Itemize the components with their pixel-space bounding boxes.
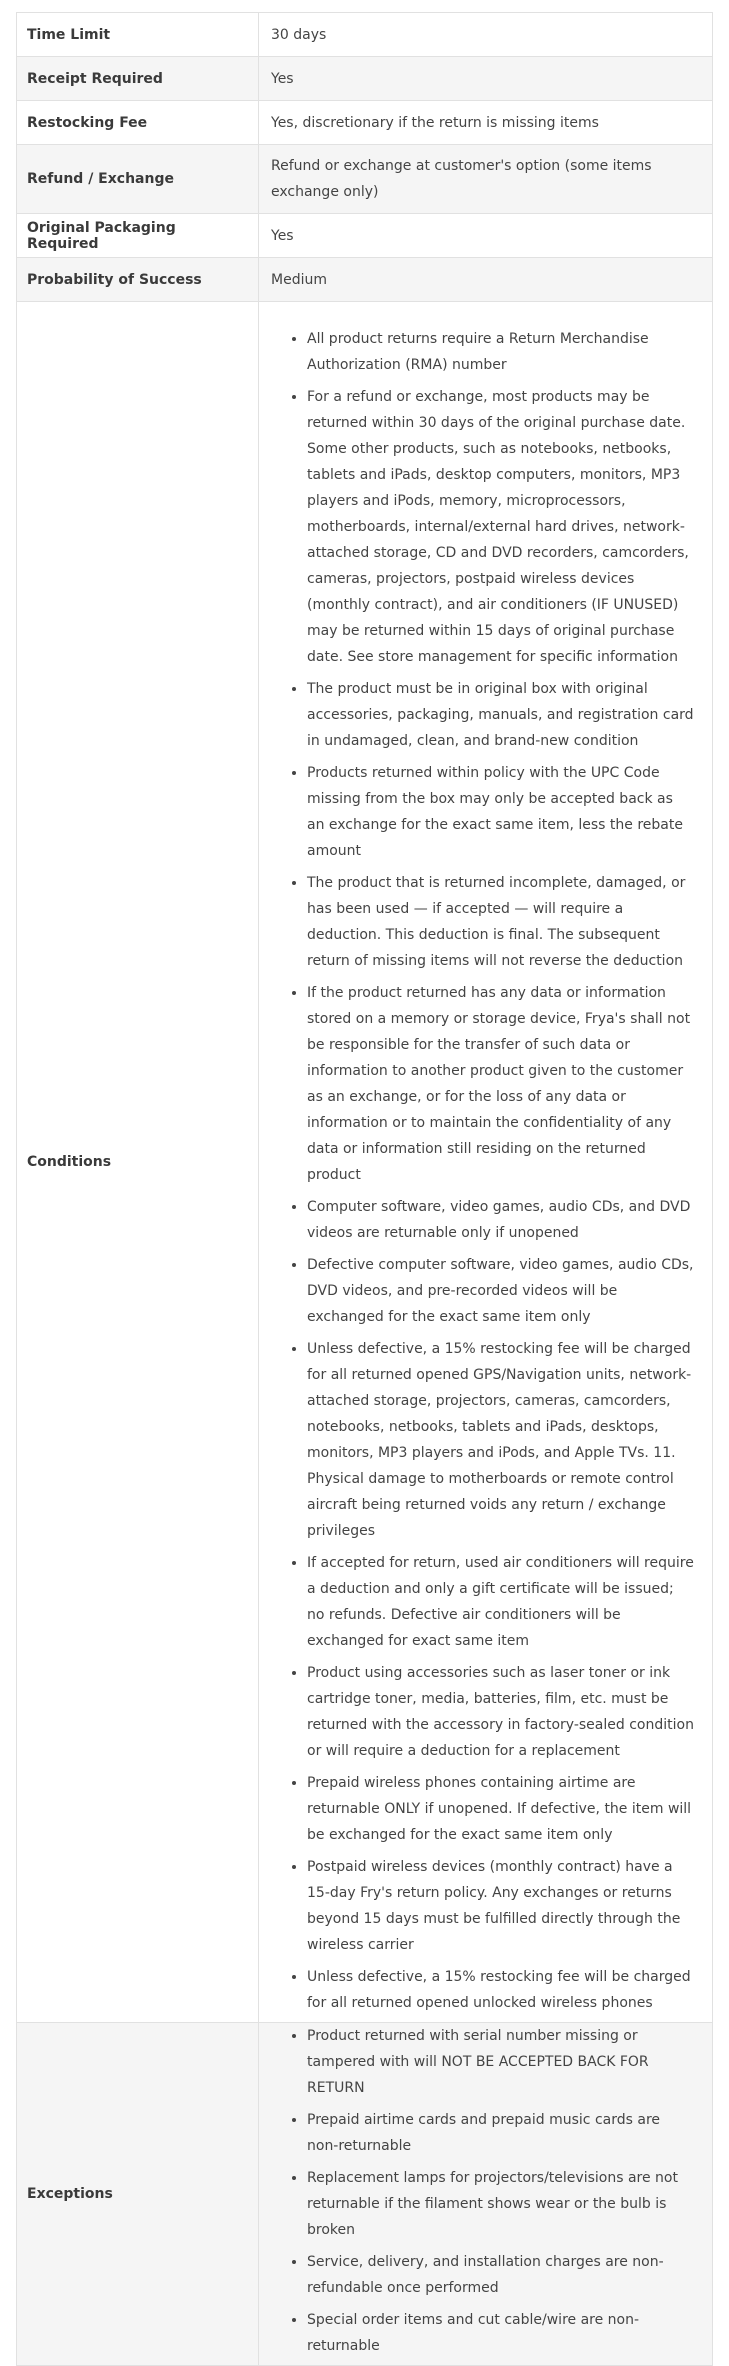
row-label: Exceptions — [17, 2023, 259, 2366]
list-item: • Unless defective, a 15% restocking fee will be charged for all returned opened unlocked wireless phones — [307, 1964, 700, 2016]
row-label: Original Packaging Required — [17, 214, 259, 258]
list-item: • Postpaid wireless devices (monthly contract) have a 15-day Fry's return policy. Any exchanges or returns beyond 15 days must be fulfilled directly through the wireless carrier — [307, 1854, 700, 1958]
row-label: Restocking Fee — [17, 101, 259, 145]
exceptions-list — [271, 2023, 700, 2359]
list-item: • Products returned within policy with the UPC Code missing from the box may only be accepted back as an exchange for the exact same item, less the rebate amount — [307, 760, 700, 864]
return-policy-table-wrapper — [16, 12, 713, 2366]
row-label: Refund / Exchange — [17, 145, 259, 214]
list-item: • Product returned with serial number missing or tampered with will NOT BE ACCEPTED BACK FOR RETURN — [307, 2023, 700, 2101]
list-item: • Service, delivery, and installation charges are non-refundable once performed — [307, 2249, 700, 2301]
list-item: • If accepted for return, used air conditioners will require a deduction and only a gift certificate will be issued; no refunds. Defective air conditioners will be exchanged for exact same item — [307, 1550, 700, 1654]
exceptions-cell — [259, 2023, 713, 2366]
list-item: • If the product returned has any data or information stored on a memory or storage device, Frya's shall not be responsible for the transfer of such data or information to another product given to the customer as an exchange, or for the loss of any data or information or to maintain the confidentiality of any data or information still residing on the returned product — [307, 980, 700, 1188]
row-value: Yes — [259, 57, 713, 101]
row-value: 30 days — [259, 13, 713, 57]
row-label: Conditions — [17, 302, 259, 2023]
row-value: Refund or exchange at customer's option (some items exchange only) — [259, 145, 713, 214]
list-item: • All product returns require a Return Merchandise Authorization (RMA) number — [307, 326, 700, 378]
list-item: • For a refund or exchange, most products may be returned within 30 days of the original purchase date. Some other products, such as notebooks, netbooks, tablets and iPads, desktop computers, monitors, MP3 players and iPods, memory, microprocessors, motherboards, internal/external hard drives, network-attached storage, CD and DVD recorders, camcorders, cameras, projectors, postpaid wireless devices (monthly contract), and air conditioners (IF UNUSED) may be returned within 15 days of original purchase date. See store management for specific information — [307, 384, 700, 670]
list-item: • Prepaid wireless phones containing airtime are returnable ONLY if unopened. If defective, the item will be exchanged for the exact same item only — [307, 1770, 700, 1848]
conditions-cell — [259, 302, 713, 2023]
table-row-refund-exchange — [17, 145, 713, 214]
row-label: Probability of Success — [17, 258, 259, 302]
list-item: • Unless defective, a 15% restocking fee will be charged for all returned opened GPS/Navigation units, network-attached storage, projectors, cameras, camcorders, notebooks, netbooks, tablets and iPads, desktops, monitors, MP3 players and iPods, and Apple TVs. 11. Physical damage to motherboards or remote control aircraft being returned voids any return / exchange privileges — [307, 1336, 700, 1544]
list-item: • The product that is returned incomplete, damaged, or has been used — if accepted — will require a deduction. This deduction is final. The subsequent return of missing items will not reverse the deduction — [307, 870, 700, 974]
row-value: Yes, discretionary if the return is missing items — [259, 101, 713, 145]
list-item: • Defective computer software, video games, audio CDs, DVD videos, and pre-recorded videos will be exchanged for the exact same item only — [307, 1252, 700, 1330]
row-label: Receipt Required — [17, 57, 259, 101]
row-label: Time Limit — [17, 13, 259, 57]
list-item: • Special order items and cut cable/wire are non-returnable — [307, 2307, 700, 2359]
row-value: Yes — [259, 214, 713, 258]
list-item: • Replacement lamps for projectors/televisions are not returnable if the filament shows wear or the bulb is broken — [307, 2165, 700, 2243]
table-row-original-packaging — [17, 214, 713, 258]
list-item: • The product must be in original box with original accessories, packaging, manuals, and registration card in undamaged, clean, and brand-new condition — [307, 676, 700, 754]
return-policy-table — [16, 12, 713, 2366]
list-item: • Prepaid airtime cards and prepaid music cards are non-returnable — [307, 2107, 700, 2159]
table-row-exceptions — [17, 2023, 713, 2366]
row-value: Medium — [259, 258, 713, 302]
table-row-receipt-required — [17, 57, 713, 101]
list-item: • Product using accessories such as laser toner or ink cartridge toner, media, batteries, film, etc. must be returned with the accessory in factory-sealed condition or will require a deduction for a replacement — [307, 1660, 700, 1764]
table-row-restocking-fee — [17, 101, 713, 145]
table-row-probability-of-success — [17, 258, 713, 302]
conditions-list — [271, 302, 700, 2016]
table-row-time-limit — [17, 13, 713, 57]
table-row-conditions — [17, 302, 713, 2023]
list-item: • Computer software, video games, audio CDs, and DVD videos are returnable only if unopened — [307, 1194, 700, 1246]
